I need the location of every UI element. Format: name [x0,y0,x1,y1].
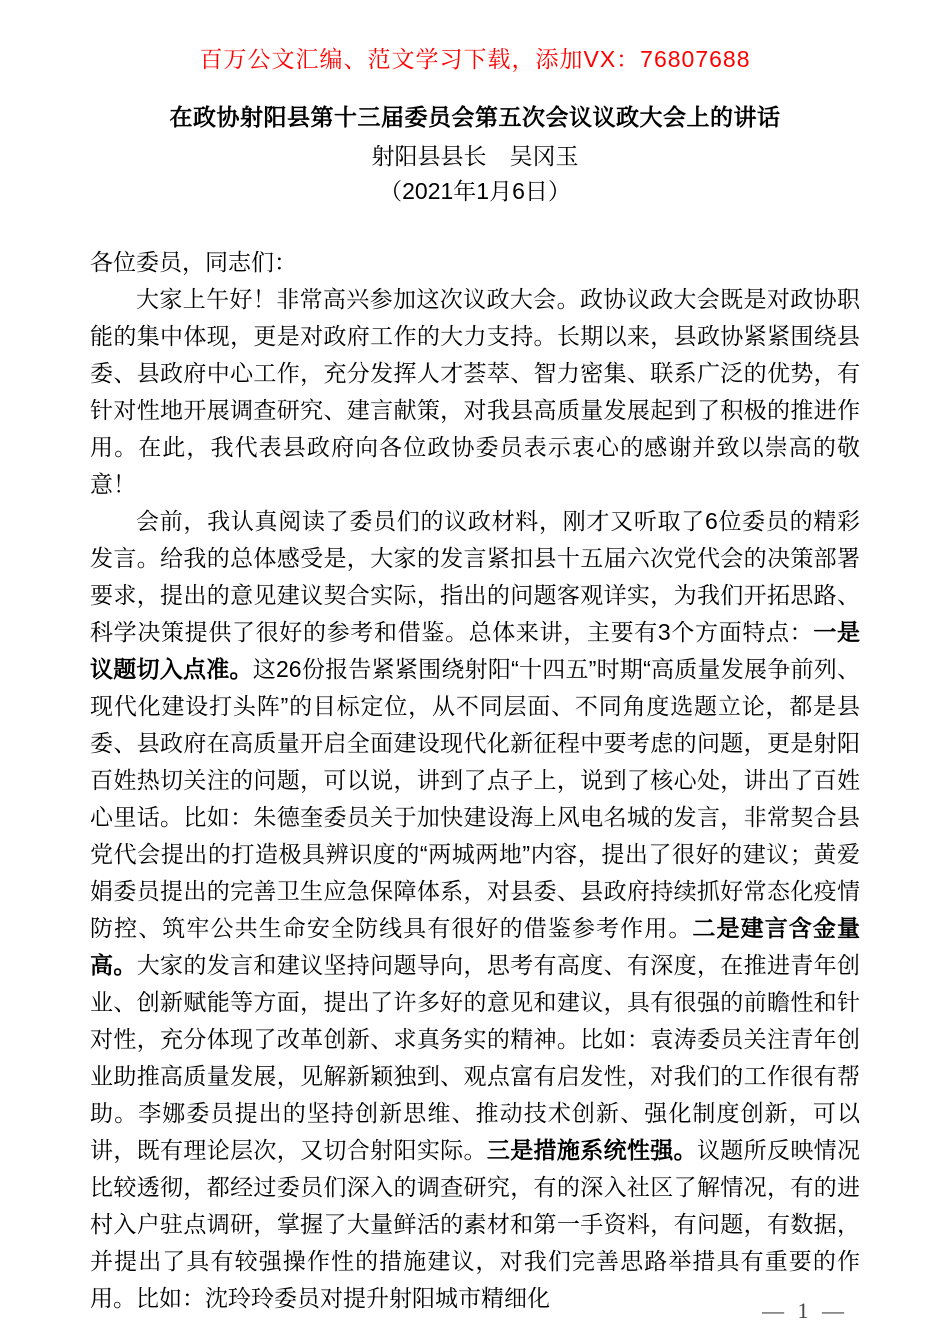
body-paragraph [90,503,860,1317]
text-run: 大家上午好！非常高兴参加这次议政大会。政协议政大会既是对政协职能的集中体现，更是对政府工作的大力支持。长期以来，县政协紧紧围绕县委、县政府中心工作，充分发挥人才荟萃、智力密集、联系广泛的优势，有针对性地开展调查研究、建言献策，对我县高质量发展起到了积极的推进作用。在此，我代表县政府向各位政协委员表示衷心的感谢并致以崇高的敬意！ [90,286,860,497]
document-body [90,244,860,1317]
body-paragraph [90,244,860,281]
bold-heading-run: 二是建言含金量高。 [90,915,861,978]
date-line: （2021年1月6日） [379,178,571,204]
author-line: 射阳县县长 吴冈玉 [371,143,579,169]
text-run: 会前，我认真阅读了委员们的议政材料，刚才又听取了6位委员的精彩发言。给我的总体感受是，大家的发言紧扣县十五届六次党代会的决策部署要求，提出的意见建议契合实际，指出的问题客观详实，为我们开拓思路、科学决策提供了很好的参考和借鉴。总体来讲，主要有3个方面特点： [90,508,860,645]
page-title: 在政协射阳县第十三届委员会第五次会议议政大会上的讲话 [169,104,781,130]
text-run: 议题所反映情况比较透彻，都经过委员们深入的调查研究，有的深入社区了解情况，有的进村入户驻点调研，掌握了大量鲜活的素材和第一手资料，有问题，有数据，并提出了具有较强操作性的措施建议，对我们完善思路举措具有重要的作用。比如：沈玲玲委员对提升射阳城市精细化 [90,1137,860,1311]
text-run: 大家的发言和建议坚持问题导向，思考有高度、有深度，在推进青年创业、创新赋能等方面，提出了许多好的意见和建议，具有很强的前瞻性和针对性，充分体现了改革创新、求真务实的精神。比如：袁涛委员关注青年创业助推高质量发展，见解新颖独到、观点富有启发性，对我们的工作很有帮助。李娜委员提出的坚持创新思维、推动技术创新、强化制度创新，可以讲，既有理论层次，又切合射阳实际。 [90,952,860,1163]
promo-banner: 百万公文汇编、范文学习下载，添加VX：76807688 [199,46,751,72]
bold-heading-run: 一是议题切入点准。 [90,619,861,682]
text-run: 各位委员，同志们： [90,249,297,275]
page-number: — 1 — [762,1298,848,1323]
body-paragraph [90,281,860,503]
text-run: 这26份报告紧紧围绕射阳“十四五”时期“高质量发展争前列、现代化建设打头阵”的目标定位，从不同层面、不同角度选题立论，都是县委、县政府在高质量开启全面建设现代化新征程中要考虑的问题，更是射阳百姓热切关注的问题，可以说，讲到了点子上，说到了核心处，讲出了百姓心里话。比如：朱德奎委员关于加快建设海上风电名城的发言，非常契合县党代会提出的打造极具辨识度的“两城两地”内容，提出了很好的建议；黄爱娟委员提出的完善卫生应急保障体系，对县委、县政府持续抓好常态化疫情防控、筑牢公共生命安全防线具有很好的借鉴参考作用。 [90,656,861,941]
bold-heading-run: 三是措施系统性强。 [486,1137,697,1163]
